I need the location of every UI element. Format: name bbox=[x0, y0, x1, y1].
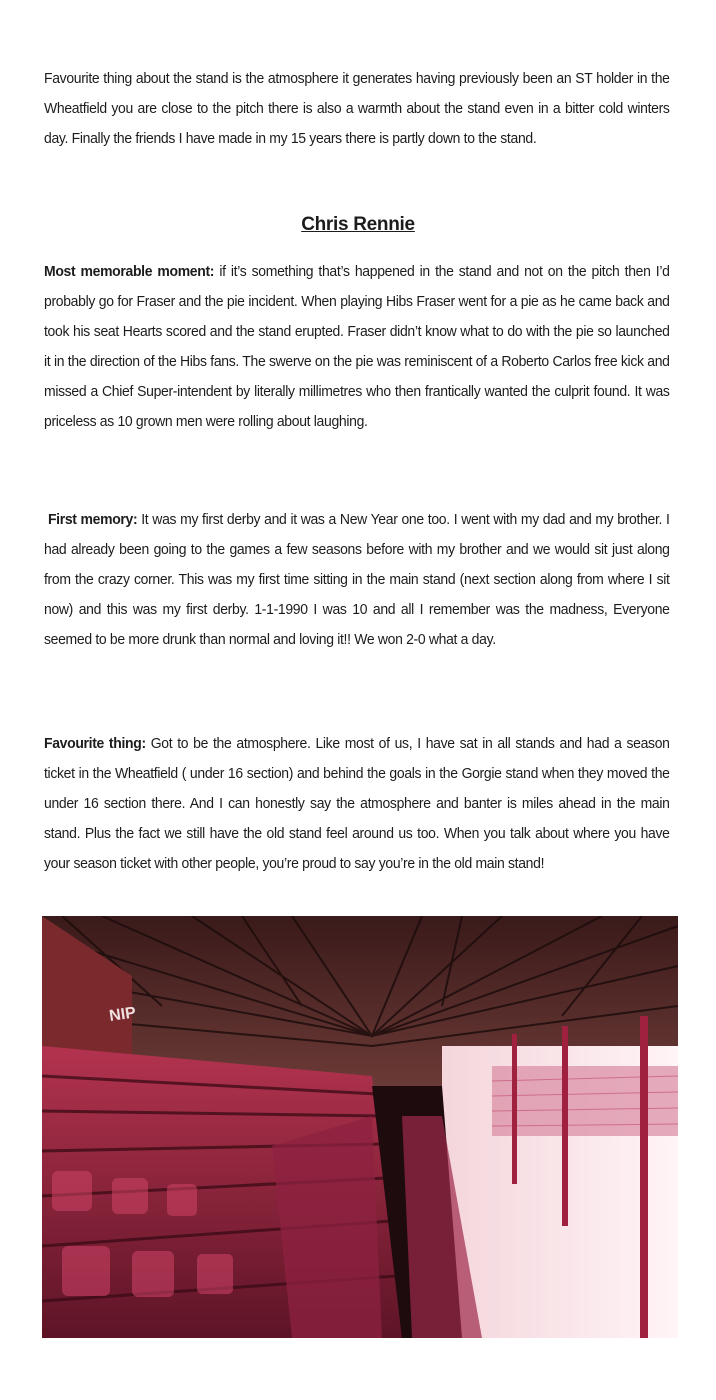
first-memory-label: First memory: bbox=[47, 511, 138, 528]
favourite-thing-label: Favourite thing: bbox=[44, 735, 146, 752]
first-memory-text: It was my first derby and it was a New Year one too. I went with my dad and my brother. I had already been going to the games a few seasons before with my brother and we would sit just along from the crazy corner. This was my first time sitting in the main stand (next section along from where I sit now) and this was my first derby. 1-1-1990 I was 10 and all I remember was the madness, Everyone seemed to be more drunk than normal and loving it!! We won 2-0 what a day. bbox=[44, 511, 670, 648]
memorable-moment-text: if it’s something that’s happened in the stand and not on the pitch then I’d probably go for Fraser and the pie incident. When playing Hibs Fraser went for a pie as he came back and took his seat Hearts scored and the stand erupted. Fraser didn’t know what to do with the pie so launched it in the direction of the Hibs fans. The swerve on the pie was reminiscent of a Roberto Carlos free kick and missed a Chief Super-intendent by literally millimetres who then frantically wanted the culprit found. It was priceless as 10 grown men were rolling about laughing. bbox=[44, 263, 670, 430]
stadium-stand-photo bbox=[42, 916, 678, 1338]
intro-paragraph: Favourite thing about the stand is the atmosphere it generates having previously been an ST holder in the Wheatfield you are close to the pitch there is also a warmth about the stand even in a bitter cold winters day. Finally the friends I have made in my 15 years there is partly down to the stand. bbox=[44, 70, 670, 147]
favourite-thing-paragraph bbox=[44, 729, 670, 879]
memorable-moment-label: Most memorable moment: bbox=[44, 263, 215, 280]
first-memory-paragraph bbox=[44, 505, 670, 655]
section-heading: Chris Rennie bbox=[301, 214, 415, 235]
signage-text: NIP bbox=[108, 1004, 137, 1025]
favourite-thing-text: Got to be the atmosphere. Like most of us, I have sat in all stands and had a season ticket in the Wheatfield ( under 16 section) and behind the goals in the Gorgie stand when they moved the under 16 section there. And I can honestly say the atmosphere and banter is miles ahead in the main stand. Plus the fact we still have the old stand feel around us too. When you talk about where you have your season ticket with other people, you’re proud to say you’re in the old main stand! bbox=[44, 735, 670, 872]
memorable-moment-paragraph bbox=[44, 257, 670, 437]
